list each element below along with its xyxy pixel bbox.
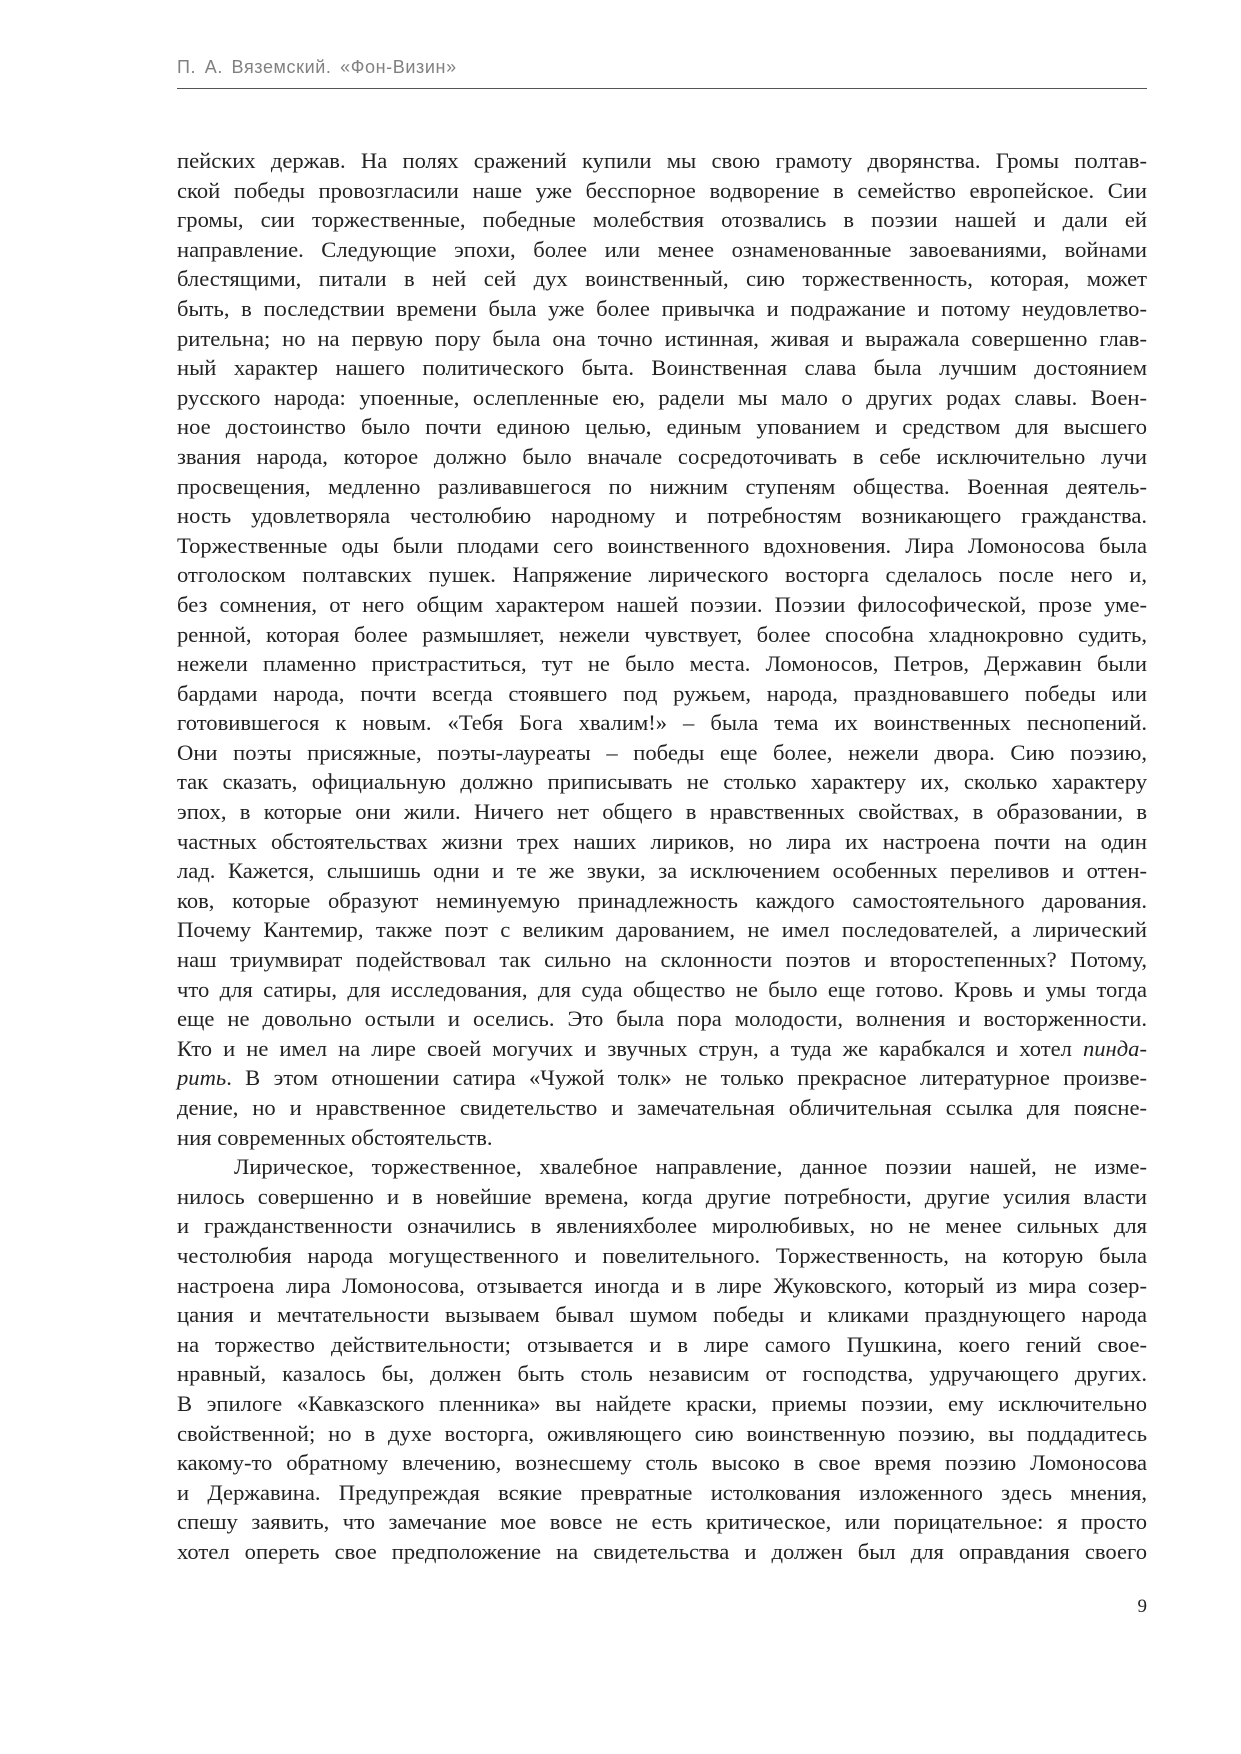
line-text: Кто и не имел на лире своей могучих и звучных струн, а туда же карабкался и хотел bbox=[177, 1035, 1083, 1061]
line-text: . В этом отношении сатира «Чужой толк» не только прекрасное литературное произве- bbox=[226, 1065, 1147, 1091]
text-line: блестящими, питали в ней сей дух воинственный, сию торжественность, которая, может bbox=[177, 266, 1147, 292]
text-line: еще не довольно остыли и оселись. Это была пора молодости, волнения и восторженности. bbox=[177, 1006, 1147, 1032]
text-line: свойственной; но в духе восторга, оживляющего сию воинственную поэзию, вы поддадитесь bbox=[177, 1420, 1147, 1446]
text-line: что для сатиры, для исследования, для суда общество не было еще готово. Кровь и умы тогда bbox=[177, 976, 1147, 1002]
text-line: наш триумвират подействовал так сильно на склонности поэтов и второстепенных? Потому, bbox=[177, 947, 1147, 973]
text-line: пейских держав. На полях сражений купили мы свою грамоту дворянства. Громы полтав- bbox=[177, 148, 1147, 173]
text-line: так сказать, официальную должно приписывать не столько характеру их, сколько характеру bbox=[177, 769, 1147, 795]
text-line: на торжество действительности; отзывается и в лире самого Пушкина, коего гений свое- bbox=[177, 1331, 1147, 1357]
italic-word: пинда- bbox=[1082, 1035, 1147, 1061]
text-line: ния современных обстоятельств. bbox=[177, 1124, 493, 1150]
text-line: дение, но и нравственное свидетельство и замечательная обличительная ссылка для поясне- bbox=[177, 1095, 1147, 1120]
text-line: хотел опереть свое предположение на свидетельства и должен был для оправдания своего bbox=[177, 1538, 1147, 1564]
text-line: Лирическое, торжественное, хвалебное направление, данное поэзии нашей, не изме- bbox=[234, 1154, 1147, 1180]
text-line: и гражданственности означились в явленияхболее миролюбивых, но не менее сильных для bbox=[177, 1213, 1147, 1239]
text-line-with-italic bbox=[177, 1034, 1147, 1064]
text-line: спешу заявить, что замечание мое вовсе не есть критическое, или порицательное: я просто bbox=[177, 1509, 1147, 1535]
paragraph-1 bbox=[177, 146, 1147, 1152]
text-line: ков, которые образуют неминуемую принадлежность каждого самостоятельного дарования. bbox=[177, 887, 1147, 913]
text-line-with-italic bbox=[177, 1063, 1147, 1093]
text-line: быть, в последствии времени была уже более привычка и подражание и потому неудовлетво- bbox=[177, 295, 1147, 321]
text-line: эпох, в которые они жили. Ничего нет общего в нравственных свойствах, в образовании, в bbox=[177, 799, 1147, 825]
paragraph-2 bbox=[177, 1152, 1147, 1566]
text-line: нежели пламенно пристраститься, тут не было места. Ломоносов, Петров, Державин были bbox=[177, 651, 1147, 677]
text-line: Почему Кантемир, также поэт с великим дарованием, не имел последователей, а лирический bbox=[177, 917, 1147, 943]
running-head: П. А. Вяземский. «Фон-Визин» bbox=[177, 57, 457, 77]
text-line: бардами народа, почти всегда стоявшего под ружьем, народа, праздновавшего победы или bbox=[177, 680, 1147, 706]
text-line: Они поэты присяжные, поэты-лауреаты – победы еще более, нежели двора. Сию поэзию, bbox=[177, 739, 1147, 765]
text-line: русского народа: упоенные, ослепленные ею, радели мы мало о других родах славы. Воен- bbox=[177, 384, 1147, 410]
text-line: нравный, казалось бы, должен быть столь независим от господства, удручающего других. bbox=[177, 1361, 1147, 1387]
text-line: частных обстоятельствах жизни трех наших лириков, но лира их настроена почти на один bbox=[177, 828, 1147, 854]
text-line: В эпилоге «Кавказского пленника» вы найдете краски, приемы поэзии, ему исключительно bbox=[177, 1390, 1147, 1416]
text-line: отголоском полтавских пушек. Напряжение лирического восторга сделалось после него и, bbox=[177, 562, 1147, 588]
text-line: направление. Следующие эпохи, более или менее ознаменованные завоеваниями, войнами bbox=[177, 236, 1147, 262]
text-line: рительна; но на первую пору была она точно истинная, живая и выражала совершенно глав- bbox=[177, 325, 1147, 351]
text-line: без сомнения, от него общим характером нашей поэзии. Поэзии философической, прозе уме- bbox=[177, 591, 1147, 617]
text-line: ный характер нашего политического быта. Воинственная слава была лучшим достоянием bbox=[177, 355, 1147, 381]
text-line: ность удовлетворяла честолюбию народному и потребностям возникающего гражданства. bbox=[177, 503, 1147, 529]
text-line: честолюбия народа могущественного и повелительного. Торжественность, на которую была bbox=[177, 1242, 1147, 1268]
text-line: какому-то обратному влечению, вознесшему столь высоко в свое время поэзию Ломоносова bbox=[177, 1450, 1147, 1476]
text-line: ное достоинство было почти единою целью, единым упованием и средством для высшего bbox=[177, 414, 1147, 440]
text-line: цания и мечтательности вызываем бывал шумом победы и кликами празднующего народа bbox=[177, 1302, 1147, 1328]
italic-word: рить bbox=[177, 1065, 227, 1091]
text-line: нилось совершенно и в новейшие времена, когда другие потребности, другие усилия власти bbox=[177, 1183, 1147, 1209]
text-line: ской победы провозгласили наше уже бесспорное водворение в семейство европейское. Сии bbox=[177, 177, 1147, 203]
text-line: и Державина. Предупреждая всякие превратные истолкования изложенного здесь мнения, bbox=[177, 1479, 1147, 1505]
text-line: звания народа, которое должно было вначале сосредоточивать в себе исключительно лучи bbox=[177, 443, 1147, 469]
text-line: громы, сии торжественные, победные молебствия отозвались в поэзии нашей и дали ей bbox=[177, 207, 1147, 233]
page-number: 9 bbox=[1137, 1596, 1147, 1617]
header-rule bbox=[177, 88, 1147, 89]
body-text bbox=[177, 146, 1147, 1567]
text-line: настроена лира Ломоносова, отзывается иногда и в лире Жуковского, который из мира созер- bbox=[177, 1272, 1147, 1298]
text-line: готовившегося к новым. «Тебя Бога хвалим!» – была тема их воинственных песнопений. bbox=[177, 710, 1147, 736]
text-line: просвещения, медленно разливавшегося по нижним ступеням общества. Военная деятель- bbox=[177, 473, 1147, 499]
text-line: Торжественные оды были плодами сего воинственного вдохновения. Лира Ломоносова была bbox=[177, 532, 1147, 558]
text-line: ренной, которая более размышляет, нежели чувствует, более способна хладнокровно судить, bbox=[177, 621, 1147, 647]
text-line: лад. Кажется, слышишь одни и те же звуки, за исключением особенных переливов и оттен- bbox=[177, 858, 1147, 884]
